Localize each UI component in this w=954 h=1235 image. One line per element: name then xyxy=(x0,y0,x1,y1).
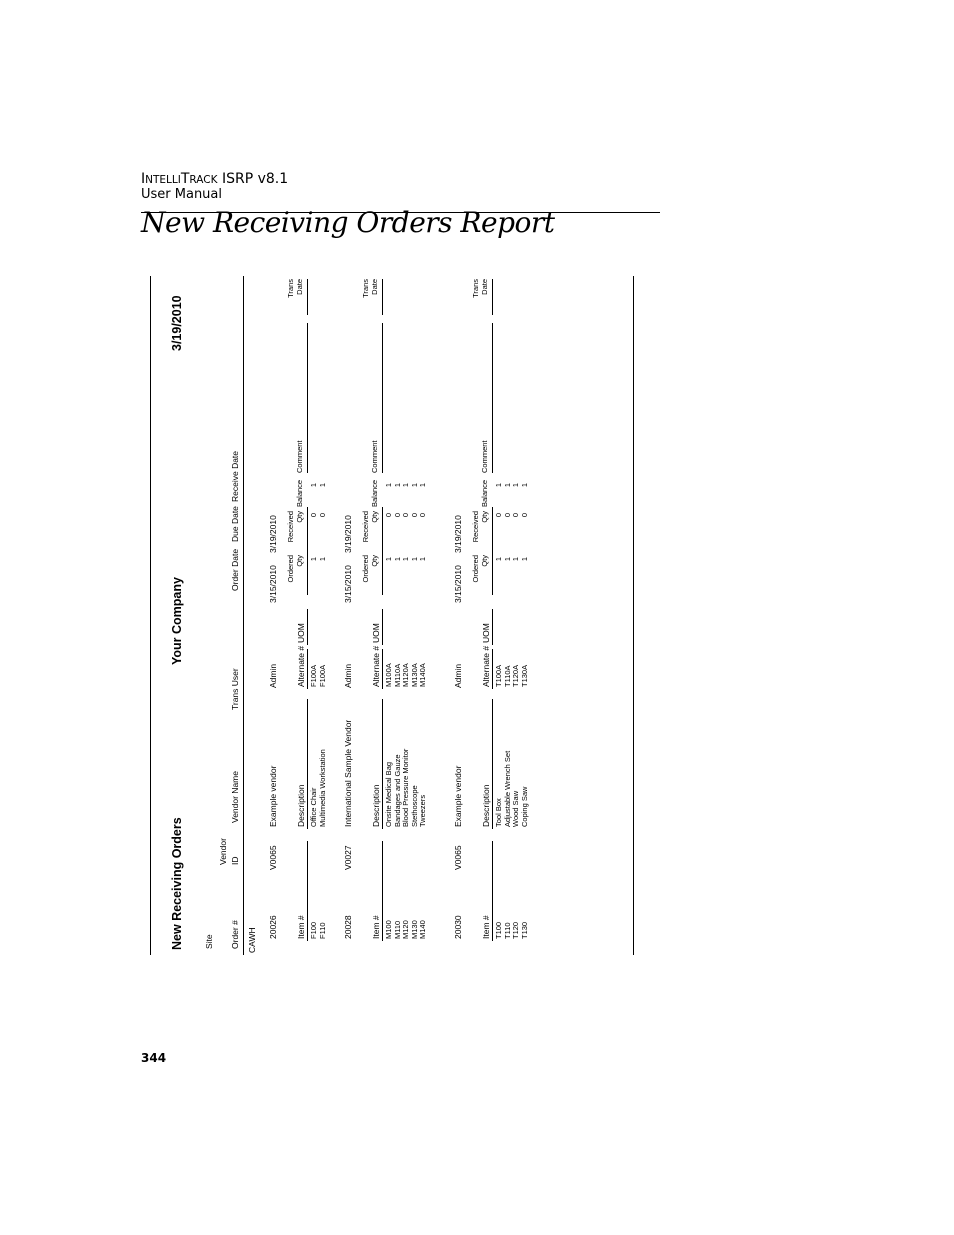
item-alternate: M130A xyxy=(409,663,419,687)
report-image xyxy=(150,276,634,955)
item-number: F100 xyxy=(309,921,318,939)
col-trans-2: Date xyxy=(370,279,379,295)
item-received-qty: 0 xyxy=(317,513,327,518)
trans-header-underline xyxy=(382,279,383,315)
product-name-version: ISRP v8.1 xyxy=(217,171,289,187)
alt-header-underline xyxy=(307,649,308,689)
ordered-header-underline xyxy=(492,551,493,595)
trans-user: Admin xyxy=(453,663,463,688)
item-balance: 1 xyxy=(401,483,410,488)
vendor-name: Example vendor xyxy=(453,765,463,827)
col-ordered-1: Ordered xyxy=(471,555,480,583)
item-header-underline xyxy=(492,841,493,941)
item-number: M130 xyxy=(409,920,419,939)
col-item-num: Item # xyxy=(296,915,306,939)
ordered-header-underline xyxy=(382,551,383,595)
due-date: 3/19/2010 xyxy=(453,515,463,553)
item-received-qty: 0 xyxy=(511,513,520,518)
order-date: 3/15/2010 xyxy=(343,565,353,603)
item-ordered-qty: 1 xyxy=(502,557,512,562)
col-uom: UOM xyxy=(371,623,381,643)
item-balance: 1 xyxy=(511,483,520,488)
item-received-qty: 0 xyxy=(494,513,503,518)
item-balance: 1 xyxy=(309,483,318,488)
vendor-id: V0065 xyxy=(268,845,278,870)
item-alternate: M100A xyxy=(384,663,393,687)
col-order-num: Order # xyxy=(230,920,240,949)
comment-header-underline xyxy=(382,323,383,473)
order-date: 3/15/2010 xyxy=(268,565,278,603)
product-name xyxy=(141,171,288,187)
product-name-rack: RACK xyxy=(189,174,218,186)
site-label: Site xyxy=(204,934,214,949)
order-number: 20030 xyxy=(453,915,463,939)
trans-header-underline xyxy=(492,279,493,315)
col-comment: Comment xyxy=(370,440,379,473)
item-number: T110 xyxy=(502,922,512,939)
item-number: M120 xyxy=(401,920,410,939)
trans-header-underline xyxy=(307,279,308,315)
item-alternate: M120A xyxy=(401,663,410,687)
item-received-qty: 0 xyxy=(502,513,512,518)
item-alternate: F100A xyxy=(309,664,318,687)
item-ordered-qty: 1 xyxy=(392,557,402,562)
col-trans-2: Date xyxy=(480,279,489,295)
comment-header-underline xyxy=(492,323,493,473)
col-description: Description xyxy=(481,784,491,827)
item-ordered-qty: 1 xyxy=(511,557,520,562)
col-trans-user: Trans User xyxy=(230,668,240,710)
item-balance: 1 xyxy=(502,483,512,488)
col-ordered-2: Qty xyxy=(370,555,379,567)
item-description: Blood Pressure Monitor xyxy=(401,748,410,827)
product-name-ntelli: NTELLI xyxy=(145,174,181,186)
item-balance: 1 xyxy=(384,483,393,488)
item-description: Onsite Medical Bag xyxy=(384,761,393,827)
vendor-name: International Sample Vendor xyxy=(343,719,353,827)
item-header-underline xyxy=(382,841,383,941)
item-number: M100 xyxy=(384,920,393,939)
desc-header-underline xyxy=(382,699,383,829)
company-name: Your Company xyxy=(170,577,184,665)
col-trans-1: Trans xyxy=(361,279,370,298)
item-balance: 1 xyxy=(317,483,327,488)
item-received-qty: 0 xyxy=(392,513,402,518)
item-alternate: F100A xyxy=(317,664,327,687)
col-ordered-2: Qty xyxy=(295,555,304,567)
item-alternate: T120A xyxy=(511,664,520,687)
col-trans-1: Trans xyxy=(286,279,295,298)
received-header-underline xyxy=(307,507,308,551)
item-balance: 1 xyxy=(519,483,529,488)
col-trans-1: Trans xyxy=(471,279,480,298)
item-alternate: M110A xyxy=(392,663,402,687)
item-ordered-qty: 1 xyxy=(418,557,427,562)
item-number: T100 xyxy=(494,921,503,939)
item-ordered-qty: 1 xyxy=(494,557,503,562)
item-received-qty: 0 xyxy=(418,513,427,518)
item-received-qty: 0 xyxy=(401,513,410,518)
col-received-2: Qty xyxy=(480,511,489,523)
comment-header-underline xyxy=(307,323,308,473)
col-item-num: Item # xyxy=(481,915,491,939)
site-value: CAWH xyxy=(247,927,257,953)
item-balance: 1 xyxy=(409,483,419,488)
page-title: New Receiving Orders Report xyxy=(141,206,555,239)
alt-header-underline xyxy=(382,649,383,689)
item-balance: 1 xyxy=(392,483,402,488)
col-ordered-2: Qty xyxy=(480,555,489,567)
item-ordered-qty: 1 xyxy=(384,557,393,562)
vendor-id: V0027 xyxy=(343,845,353,870)
col-alternate: Alternate # xyxy=(296,645,306,687)
col-trans-2: Date xyxy=(295,279,304,295)
item-received-qty: 0 xyxy=(409,513,419,518)
report-title: New Receiving Orders xyxy=(170,817,184,950)
item-description: Bandages and Gauze xyxy=(392,754,402,827)
item-alternate: T110A xyxy=(502,665,512,687)
uom-header-underline xyxy=(382,609,383,645)
trans-user: Admin xyxy=(343,663,353,688)
col-uom: UOM xyxy=(296,623,306,643)
trans-user: Admin xyxy=(268,663,278,688)
product-name-t: T xyxy=(180,171,190,187)
order-number: 20026 xyxy=(268,915,278,939)
item-alternate: T130A xyxy=(519,664,529,687)
item-number: M110 xyxy=(392,920,402,939)
item-number: F110 xyxy=(317,922,327,939)
item-ordered-qty: 1 xyxy=(409,557,419,562)
item-header-underline xyxy=(307,841,308,941)
item-received-qty: 0 xyxy=(519,513,529,518)
col-due-date: Due Date xyxy=(230,506,240,542)
col-balance: Balance xyxy=(295,479,304,507)
order-number: 20028 xyxy=(343,915,353,939)
item-alternate: M140A xyxy=(418,663,427,687)
report-frame xyxy=(150,276,634,955)
col-vendor-id-1: Vendor xyxy=(218,838,228,865)
report-date: 3/19/2010 xyxy=(170,295,184,351)
col-received-1: Received xyxy=(361,511,370,543)
desc-header-underline xyxy=(492,699,493,829)
item-ordered-qty: 1 xyxy=(317,557,327,562)
page-number: 344 xyxy=(141,1051,167,1065)
col-vendor-name: Vendor Name xyxy=(230,771,240,823)
due-date: 3/19/2010 xyxy=(343,515,353,553)
col-balance: Balance xyxy=(370,479,379,507)
vendor-name: Example vendor xyxy=(268,765,278,827)
col-description: Description xyxy=(371,784,381,827)
col-received-1: Received xyxy=(471,511,480,543)
item-balance: 1 xyxy=(494,483,503,488)
col-received-2: Qty xyxy=(370,511,379,523)
item-ordered-qty: 1 xyxy=(401,557,410,562)
item-balance: 1 xyxy=(418,483,427,488)
order-date: 3/15/2010 xyxy=(453,565,463,603)
item-number: T120 xyxy=(511,921,520,939)
manual-label: User Manual xyxy=(141,187,223,202)
col-ordered-1: Ordered xyxy=(361,555,370,583)
uom-header-underline xyxy=(492,609,493,645)
item-number: T130 xyxy=(519,921,529,939)
col-description: Description xyxy=(296,784,306,827)
item-received-qty: 0 xyxy=(309,513,318,518)
item-alternate: T100A xyxy=(494,664,503,687)
vendor-id: V0065 xyxy=(453,845,463,870)
uom-header-underline xyxy=(307,609,308,645)
col-uom: UOM xyxy=(481,623,491,643)
item-ordered-qty: 1 xyxy=(519,557,529,562)
col-alternate: Alternate # xyxy=(481,645,491,687)
item-description: Wood Saw xyxy=(511,790,520,827)
product-name-i: I xyxy=(141,171,146,187)
report-top-border xyxy=(150,276,151,955)
col-receive-date: Receive Date xyxy=(230,450,240,502)
ordered-header-underline xyxy=(307,551,308,595)
col-comment: Comment xyxy=(295,440,304,473)
col-received-2: Qty xyxy=(295,511,304,523)
alt-header-underline xyxy=(492,649,493,689)
desc-header-underline xyxy=(307,699,308,829)
col-order-date: Order Date xyxy=(230,548,240,591)
received-header-underline xyxy=(492,507,493,551)
item-number: M140 xyxy=(418,920,427,939)
col-received-1: Received xyxy=(286,511,295,543)
header-separator xyxy=(243,276,244,955)
item-received-qty: 0 xyxy=(384,513,393,518)
item-description: Coping Saw xyxy=(519,786,529,827)
col-comment: Comment xyxy=(480,440,489,473)
item-description: Office Chair xyxy=(309,787,318,827)
col-balance: Balance xyxy=(480,479,489,507)
item-description: Tool Box xyxy=(494,798,503,827)
item-ordered-qty: 1 xyxy=(309,557,318,562)
item-description: Stethoscope xyxy=(409,785,419,827)
report-bottom-border xyxy=(633,276,634,955)
col-alternate: Alternate # xyxy=(371,645,381,687)
col-ordered-1: Ordered xyxy=(286,555,295,583)
col-item-num: Item # xyxy=(371,915,381,939)
due-date: 3/19/2010 xyxy=(268,515,278,553)
item-description: Multimedia Workstation xyxy=(317,749,327,827)
item-description: Tweezers xyxy=(418,794,427,827)
item-description: Adjustable Wrench Set xyxy=(502,750,512,827)
col-vendor-id-2: ID xyxy=(230,856,240,865)
received-header-underline xyxy=(382,507,383,551)
